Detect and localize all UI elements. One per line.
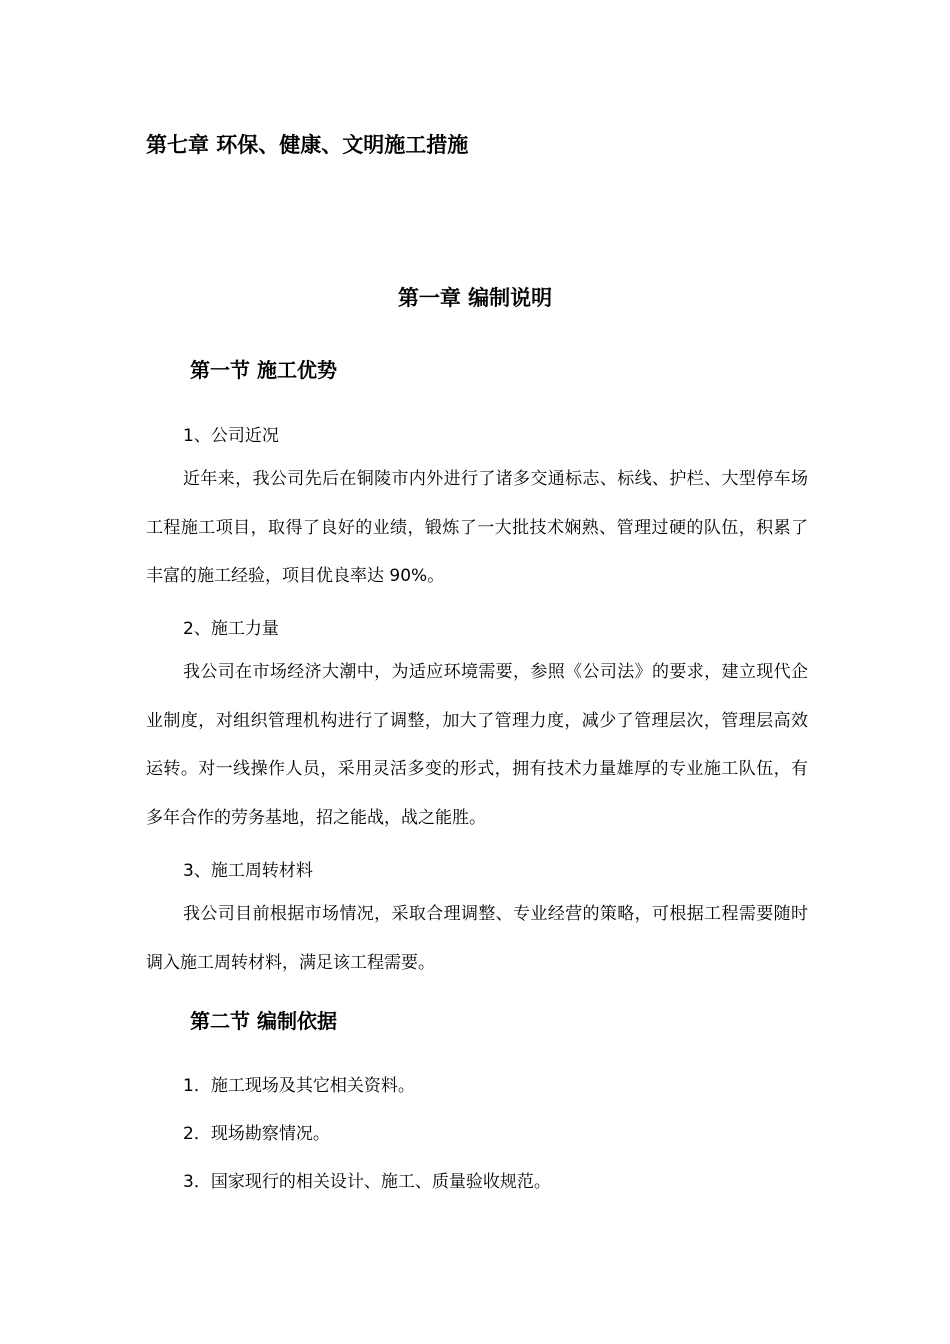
list-item: 2．现场勘察情况。 (183, 1124, 330, 1144)
toc-heading: 第七章 环保、健康、文明施工措施 (146, 133, 469, 157)
item-heading-3: 3、施工周转材料 (183, 861, 313, 881)
section-title-2: 第二节 编制依据 (190, 1009, 337, 1033)
section-title-1: 第一节 施工优势 (190, 358, 337, 382)
paragraph-2 (146, 648, 808, 842)
paragraph-3 (146, 890, 808, 987)
paragraph-1 (146, 455, 808, 601)
paragraph-text: 我公司目前根据市场情况，采取合理调整、专业经营的策略，可根据工程需要随时调入施工周转材料，满足该工程需要。 (146, 904, 808, 973)
paragraph-text: 我公司在市场经济大潮中，为适应环境需要，参照《公司法》的要求，建立现代企业制度，对组织管理机构进行了调整，加大了管理力度，减少了管理层次，管理层高效运转。对一线操作人员，采用灵活多变的形式，拥有技术力量雄厚的专业施工队伍，有多年合作的劳务基地，招之能战，战之能胜。 (146, 662, 808, 828)
item-heading-2: 2、施工力量 (183, 619, 279, 639)
chapter-title: 第一章 编制说明 (397, 286, 553, 310)
list-item: 1．施工现场及其它相关资料。 (183, 1076, 415, 1096)
item-heading-1: 1、公司近况 (183, 426, 279, 446)
list-item: 3．国家现行的相关设计、施工、质量验收规范。 (183, 1172, 551, 1192)
paragraph-text: 近年来，我公司先后在铜陵市内外进行了诸多交通标志、标线、护栏、大型停车场工程施工项目，取得了良好的业绩，锻炼了一大批技术娴熟、管理过硬的队伍，积累了丰富的施工经验，项目优良率达 90%。 (146, 469, 808, 586)
